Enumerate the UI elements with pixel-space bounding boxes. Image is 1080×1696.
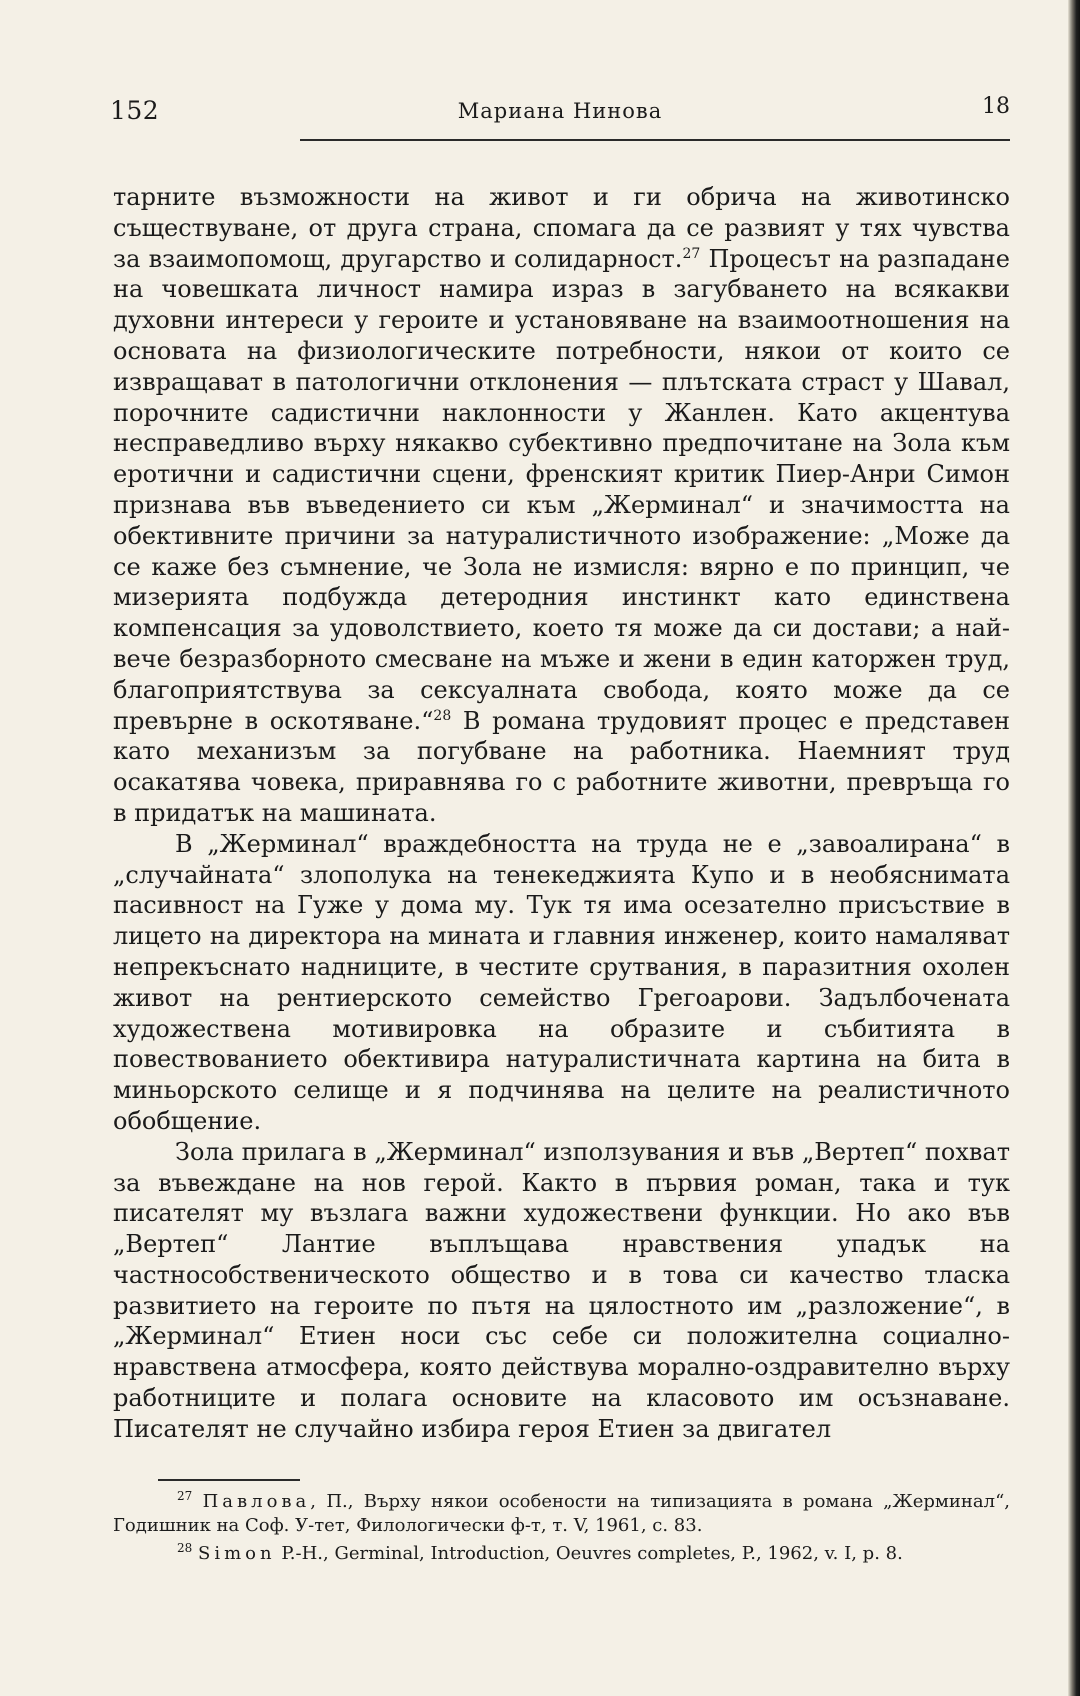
page-number: 152	[110, 96, 160, 125]
running-head: Мариана Нинова	[457, 99, 663, 123]
footnote-27	[113, 1490, 1010, 1538]
sheet-mark: 18	[982, 94, 1010, 119]
paragraph-1	[113, 182, 1010, 829]
paragraph-3: Зола прилага в „Жерминал“ използувания и във „Вертеп“ похват за въвеждане на нов герой. Както в първия роман, така и тук писателят му възлага важни художествени функции. Но ако във „Вертеп“ Лантие въплъщава нравствения упадък на частнособственическото общество и в това си качество тласка развитието на героите по пътя на цялостното им „разложение“, в „Жерминал“ Етиен носи със себе си положителна социално-нравствена атмосфера, която действува морално-оздравително върху работниците и полага основите на класовото им осъзнаване. Писателят не случайно избира героя Етиен за двигател	[113, 1137, 1010, 1443]
footnote-ref-27: 27	[682, 245, 701, 262]
header-rule	[300, 139, 1010, 141]
footnote-number: 28	[177, 1541, 193, 1555]
page-header	[110, 96, 1010, 136]
footnote-text: , П., Върху някои особености на типизацията в романа „Жерминал“, Годишник на Соф. У-тет, Филологически ф-т, т. V, 1961, с. 83.	[113, 1491, 1010, 1536]
footnotes	[113, 1490, 1010, 1570]
body-text	[113, 182, 1010, 1445]
paragraph-1-text: тарните възможности на живот и ги обрича на животинско съществуване, от друга страна, спомага да се развият у тях чувства за взаимопомощ, другарство и солидарност.	[113, 183, 1010, 273]
footnote-28	[113, 1542, 1010, 1566]
footnote-text: P.-H., Germinal, Introduction, Oeuvres completes, P., 1962, v. I, p. 8.	[275, 1543, 903, 1564]
footnote-author: Simon	[198, 1543, 276, 1564]
paragraph-2: В „Жерминал“ враждебността на труда не е „завоалирана“ в „случайната“ злополука на тенекеджията Купо и в необяснимата пасивност на Гуже у дома му. Тук тя има осезателно присъствие в лицето на директора на мината и главния инженер, които намаляват непрекъснато надниците, в честите срутвания, в паразитния охолен живот на рентиерското семейство Грегоарови. Задълбочената художествена мотивировка на образите и събитията в повествованието обективира натуралистичната картина на бита в миньорското селище и я подчинява на целите на реалистичното обобщение.	[113, 829, 1010, 1135]
footnote-rule	[158, 1479, 300, 1481]
paragraph-1-text-3: В романа трудовият процес е представен като механизъм за погубване на работника. Наемният труд осакатява човека, приравнява го с работните животни, превръща го в придатък на машината.	[113, 706, 1010, 827]
footnote-author: Павлова	[202, 1491, 311, 1512]
page-binding-edge	[1068, 0, 1080, 1696]
paragraph-1-text-2: Процесът на разпадане на човешката личност намира израз в загубването на всякакви духовни интереси у героите и установяване на взаимоотношения на основата на физиологическите потребности, някои от които се извращават в патологични отклонения — плътската страст у Шавал, порочните садистични наклонности у Жанлен. Като акцентува несправедливо върху някакво субективно предпочитане на Зола към еротични и садистични сцени, френският критик Пиер-Анри Симон признава във въведението си към „Жерминал“ и значимостта на обективните причини за натуралистичното изображение: „Може да се каже без съмнение, че Зола не измисля: вярно е по принцип, че мизерията подбужда детеродния инстинкт като единствена компенсация за удоволствието, което тя може да си достави; а най-вече безразборното смесване на мъже и жени в един каторжен труд, благоприятствува за сексуалната свобода, която може да се превърне в оскотяване.“	[113, 244, 1010, 735]
footnote-number: 27	[177, 1489, 193, 1503]
footnote-ref-28: 28	[433, 707, 452, 724]
